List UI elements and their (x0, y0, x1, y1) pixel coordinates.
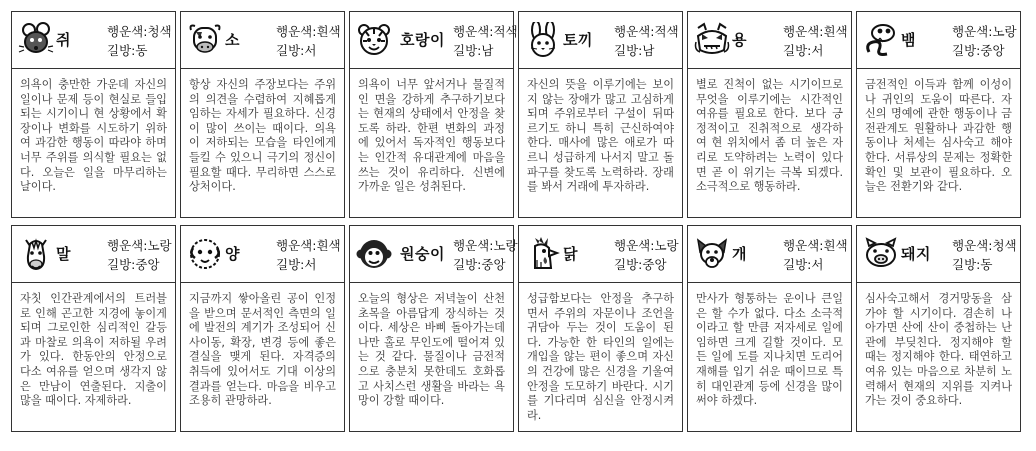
fortune-meta: 행운색:적색 길방:남 (453, 24, 518, 58)
fortune-text: 심사숙고해서 경거망동을 삼가야 할 시기이다. 겸손히 나아가면 산에 산이 중첩하는 난관에 부딪친다. 정지해야 할 때는 정지해야 한다. 태연하고 여유 있는 마음으로 차분히 노력해서 현재의 지위를 지켜나가는 것이 중요하다. (865, 292, 1012, 408)
animal-name: 원숭이 (400, 245, 445, 263)
lucky-color-label: 행운색 (276, 24, 313, 39)
lucky-direction-value: 중앙 (980, 43, 1005, 58)
zodiac-card-dog (687, 225, 852, 432)
fortune-meta: 행운색:노랑 길방:중앙 (952, 24, 1017, 58)
zodiac-card-rabbit (518, 11, 683, 218)
rat-icon (18, 22, 54, 58)
zodiac-card-horse (11, 225, 176, 432)
card-header (12, 226, 175, 283)
lucky-color-value: 청색 (992, 238, 1017, 253)
card-header (181, 226, 344, 283)
fortune-text: 자신의 뜻을 이루기에는 보이지 않는 장애가 많고 고심하게 되며 주위로부터 구설이 뒤따르기도 하니 특히 근신하여야 한다. 매사에 많은 애로가 따르니 성급하게 나서지 말고 돌파구를 찾도록 노력하라. 장래를 봐서 거래에 투자하라. (527, 78, 674, 194)
fortune-text: 의욕이 충만한 가운데 자신의 일이나 문제 등이 현실로 들입되는 시기이니 현 상황에서 확장이나 변화를 시도하기 위하여 과감한 행동이 따라야 하며 너무 주위를 의식할 필요는 없다. 오늘은 일을 마무리하는 날이다. (20, 78, 167, 194)
fortune-meta: 행운색:노랑 길방:중앙 (614, 238, 679, 272)
lucky-direction-label: 길방 (783, 43, 808, 58)
zodiac-card-pig (856, 225, 1021, 432)
card-header (519, 12, 682, 69)
lucky-direction-value: 동 (135, 43, 148, 58)
snake-icon (863, 22, 899, 58)
zodiac-card-rat (11, 11, 176, 218)
lucky-color-value: 적색 (493, 24, 518, 39)
fortune-meta: 행운색:흰색 길방:서 (276, 24, 341, 58)
ox-icon (187, 22, 223, 58)
animal-name: 소 (225, 31, 240, 49)
fortune-meta: 행운색:청색 길방:동 (107, 24, 172, 58)
lucky-color-label: 행운색 (952, 24, 989, 39)
fortune-text: 자칫 인간관계에서의 트러블로 인해 곤고한 지경에 놓이게 되며 그로인한 심리적인 갈등과 마찰로 의욕이 저하될 우려가 있다. 한동안의 안정으로 다소 여유를 얻으며 생각지 않은 만남이 연출된다. 지출이 많을 때이다. 자제하라. (20, 292, 167, 408)
fortune-meta: 행운색:흰색 길방:서 (783, 238, 848, 272)
lucky-direction-value: 서 (304, 43, 317, 58)
lucky-direction-value: 서 (304, 257, 317, 272)
lucky-direction-label: 길방 (614, 257, 639, 272)
lucky-color-label: 행운색 (952, 238, 989, 253)
animal-name: 호랑이 (400, 31, 445, 49)
lucky-direction-label: 길방 (614, 43, 639, 58)
fortune-text: 성급함보다는 안정을 추구하면서 주위의 자문이나 조언을 귀담아 두는 것이 도움이 된다. 가능한 한 타인의 일에는 개입을 않는 편이 좋으며 자신의 건강에 많은 신경을 기울여 안정을 도모하기 바란다. 시기를 기다리며 심신을 안정시켜라. (527, 292, 674, 422)
dragon-icon (694, 22, 730, 58)
fortune-meta: 행운색:노랑 길방:중앙 (453, 238, 518, 272)
fortune-text: 별로 진척이 없는 시기이므로 무엇을 이루기에는 시간적인 여유를 필요로 한다. 보다 긍정적이고 진취적으로 생각하여 현 위치에서 좀 더 높은 자리로 도약하려는 노력이 있다면 곧 이 위기는 극복 되겠다. 소극적으로 행동하라. (696, 78, 843, 194)
lucky-color-value: 노랑 (147, 238, 172, 253)
pig-icon (863, 236, 899, 272)
lucky-direction-value: 남 (481, 43, 494, 58)
fortune-meta: 행운색:청색 길방:동 (952, 238, 1017, 272)
zodiac-fortune-grid (11, 11, 1025, 434)
lucky-color-label: 행운색 (276, 238, 313, 253)
animal-name: 개 (732, 245, 747, 263)
lucky-color-label: 행운색 (783, 24, 820, 39)
lucky-color-value: 흰색 (823, 238, 848, 253)
lucky-color-value: 흰색 (316, 238, 341, 253)
fortune-text: 금전적인 이득과 함께 이성이나 귀인의 도움이 따른다. 자신의 명예에 관한 행동이나 금전관계도 원활하나 과감한 행동이나 처세는 심사숙고 해야 한다. 서류상의 문제는 정확한 확인 및 보관이 필요하다. 오늘은 전환기와 같다. (865, 78, 1012, 194)
lucky-direction-value: 중앙 (642, 257, 667, 272)
zodiac-row-top (11, 11, 1025, 222)
tiger-icon (356, 22, 392, 58)
lucky-direction-value: 서 (811, 257, 824, 272)
rooster-icon (525, 236, 561, 272)
animal-name: 뱀 (901, 31, 916, 49)
lucky-direction-label: 길방 (952, 43, 977, 58)
fortune-meta: 행운색:흰색 길방:서 (783, 24, 848, 58)
card-header (688, 12, 851, 69)
lucky-color-value: 흰색 (316, 24, 341, 39)
lucky-direction-label: 길방 (453, 257, 478, 272)
lucky-color-label: 행운색 (453, 24, 490, 39)
lucky-direction-label: 길방 (952, 257, 977, 272)
card-header (688, 226, 851, 283)
card-header (857, 226, 1020, 283)
lucky-color-label: 행운색 (783, 238, 820, 253)
lucky-color-label: 행운색 (614, 24, 651, 39)
animal-name: 말 (56, 245, 71, 263)
fortune-text: 지금까지 쌓아올린 공이 인정을 받으며 문서적인 측면의 일에 발전의 계기가 조성되어 신사이동, 확장, 변경 등에 좋은 결실을 맺게 된다. 자격증의 취득에 있어서도 기대 이상의 결과를 얻는다. 마음을 비우고 조용히 관망하라. (189, 292, 336, 408)
lucky-color-label: 행운색 (107, 24, 144, 39)
lucky-direction-label: 길방 (783, 257, 808, 272)
lucky-direction-label: 길방 (276, 257, 301, 272)
fortune-meta: 행운색:흰색 길방:서 (276, 238, 341, 272)
lucky-direction-label: 길방 (107, 43, 132, 58)
zodiac-card-dragon (687, 11, 852, 218)
lucky-color-label: 행운색 (614, 238, 651, 253)
fortune-text: 항상 자신의 주장보다는 주위의 의견을 수렴하여 지혜롭게 임하는 자세가 필요하다. 신경이 많이 쓰이는 때이다. 의욕이 저하되는 모습을 타인에게 들킬 수 있으니 극기의 정신이 필요할 때다. 무리하면 스스로 상처이다. (189, 78, 336, 194)
rabbit-icon (525, 22, 561, 58)
lucky-direction-label: 길방 (276, 43, 301, 58)
lucky-direction-label: 길방 (453, 43, 478, 58)
card-header (12, 12, 175, 69)
horse-icon (18, 236, 54, 272)
fortune-text: 의욕이 너무 앞서거나 물질적인 면을 강하게 추구하기보다는 현재의 상태에서 안정을 찾도록 하라. 한편 변화의 과정에 있어서 독자적인 행동보다는 인간적 유대관계에 마음을 쓰는 것이 유리하다. 신변에 가까운 일은 성취된다. (358, 78, 505, 194)
zodiac-card-monkey (349, 225, 518, 432)
card-header (350, 226, 518, 283)
animal-name: 돼지 (901, 245, 931, 263)
lucky-direction-value: 중앙 (135, 257, 160, 272)
lucky-direction-value: 동 (980, 257, 993, 272)
lucky-color-value: 노랑 (992, 24, 1017, 39)
zodiac-card-snake (856, 11, 1021, 218)
fortune-meta: 행운색:노랑 길방:중앙 (107, 238, 172, 272)
lucky-color-value: 적색 (654, 24, 679, 39)
lucky-direction-value: 남 (642, 43, 655, 58)
monkey-icon (356, 236, 392, 272)
animal-name: 쥐 (56, 31, 71, 49)
animal-name: 토끼 (563, 31, 593, 49)
lucky-direction-value: 서 (811, 43, 824, 58)
sheep-icon (187, 236, 223, 272)
animal-name: 양 (225, 245, 240, 263)
zodiac-card-ox (180, 11, 345, 218)
zodiac-row-bottom (11, 225, 1025, 436)
fortune-text: 만사가 형통하는 운이나 큰일은 할 수가 없다. 다소 소극적이라고 할 만큼 저자세로 일에 임하면 크게 길할 것이다. 모든 일에 도를 지나치면 도리어 재해를 입기 쉬운 때이므로 특히 대인관계 등에 신경을 많이 써야 하겠다. (696, 292, 843, 408)
fortune-meta: 행운색:적색 길방:남 (614, 24, 679, 58)
card-header (519, 226, 682, 283)
lucky-direction-value: 중앙 (481, 257, 506, 272)
lucky-color-value: 노랑 (654, 238, 679, 253)
lucky-direction-label: 길방 (107, 257, 132, 272)
lucky-color-label: 행운색 (453, 238, 490, 253)
dog-icon (694, 236, 730, 272)
zodiac-card-sheep (180, 225, 345, 432)
fortune-text: 오늘의 형상은 저녁놀이 산천초목을 아름답게 장식하는 것이다. 세상은 바삐 돌아가는데 나만 홀로 무인도에 떨어져 있는 것 같다. 물질이나 금전적으로 충분치 못한데도 호화롭고 사치스런 생활을 바라는 욕망이 강할 때이다. (358, 292, 505, 408)
lucky-color-value: 노랑 (493, 238, 518, 253)
lucky-color-value: 청색 (147, 24, 172, 39)
card-header (350, 12, 518, 69)
animal-name: 용 (732, 31, 747, 49)
animal-name: 닭 (563, 245, 578, 263)
lucky-color-value: 흰색 (823, 24, 848, 39)
zodiac-card-tiger (349, 11, 518, 218)
zodiac-card-rooster (518, 225, 683, 432)
card-header (857, 12, 1020, 69)
lucky-color-label: 행운색 (107, 238, 144, 253)
card-header (181, 12, 344, 69)
